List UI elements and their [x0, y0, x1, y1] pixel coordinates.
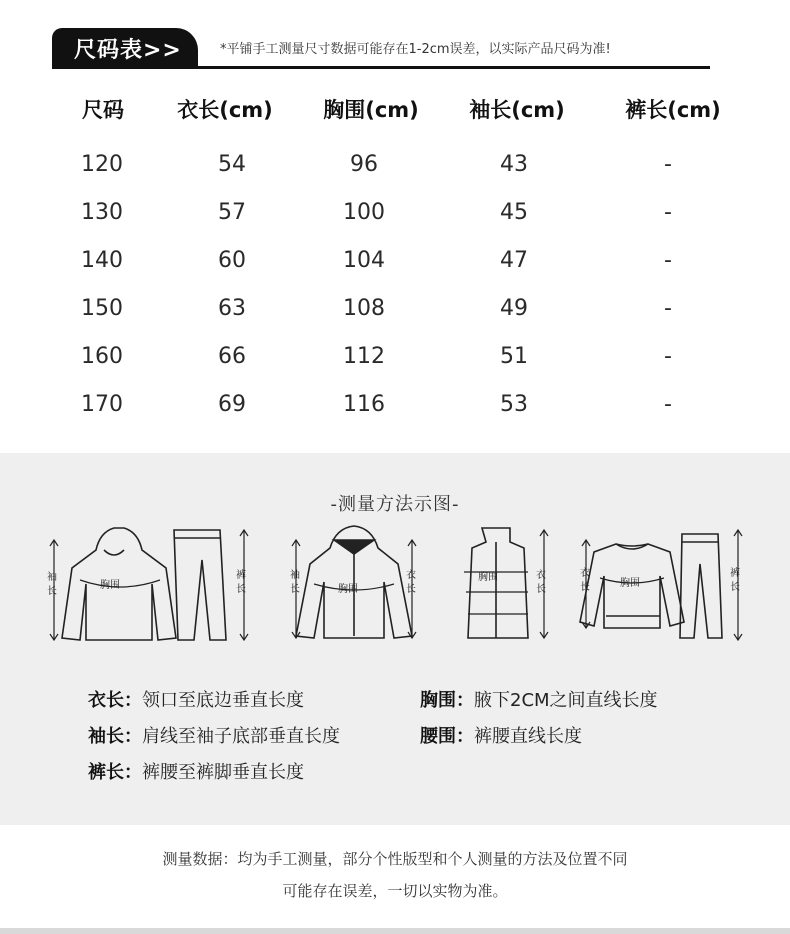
definition-term: 裤长：: [88, 762, 142, 783]
definition-term: 腰围：: [420, 726, 474, 747]
cell-size: 150: [81, 296, 123, 321]
cell-pants: -: [664, 248, 672, 273]
definition-waist: [420, 722, 582, 748]
col-header-size: 尺码: [82, 98, 124, 122]
definition-term: 胸围：: [420, 690, 474, 711]
definition-desc: 裤腰至裤脚垂直长度: [142, 762, 304, 783]
fig-label-chest: 胸围: [620, 578, 640, 589]
definition-chest: [420, 686, 658, 712]
fig-label-chest: 胸围: [338, 584, 358, 595]
header-underline: [52, 66, 710, 69]
definition-desc: 腋下2CM之间直线长度: [474, 690, 658, 711]
definition-term: 袖长：: [88, 726, 142, 747]
cell-length: 60: [218, 248, 246, 273]
definition-pants: [88, 758, 304, 784]
fig-label-chest: 胸围: [478, 572, 498, 583]
fig-label-pants: 裤长: [730, 568, 740, 593]
col-header-chest: 胸围(cm): [323, 98, 419, 122]
fig-label-sleeve: 袖长: [290, 570, 300, 595]
cell-chest: 96: [350, 152, 378, 177]
cell-size: 170: [81, 392, 123, 417]
sweater-pants-figure: [572, 520, 786, 650]
cell-length: 63: [218, 296, 246, 321]
cell-size: 120: [81, 152, 123, 177]
fig-label-pants: 裤长: [236, 570, 246, 595]
definition-term: 衣长：: [88, 690, 142, 711]
definition-sleeve: [88, 722, 340, 748]
cell-chest: 112: [343, 344, 385, 369]
definition-desc: 裤腰直线长度: [474, 726, 582, 747]
footer-line-2: 可能存在误差，一切以实物为准。: [282, 882, 508, 900]
cell-sleeve: 53: [500, 392, 528, 417]
cell-pants: -: [664, 296, 672, 321]
cell-sleeve: 43: [500, 152, 528, 177]
cell-length: 66: [218, 344, 246, 369]
fig-label-length: 衣长: [580, 568, 590, 593]
bottom-border: [0, 928, 790, 934]
vest-figure: [440, 520, 560, 650]
fig-label-length: 衣长: [536, 570, 546, 595]
fig-label-length: 衣长: [406, 570, 416, 595]
fig-label-chest: 胸围: [100, 580, 120, 591]
hoodie-pants-figure: [44, 520, 264, 650]
definition-desc: 肩线至袖子底部垂直长度: [142, 726, 340, 747]
cell-pants: -: [664, 152, 672, 177]
cell-sleeve: 47: [500, 248, 528, 273]
cell-length: 57: [218, 200, 246, 225]
cell-chest: 104: [343, 248, 385, 273]
footer-line-1: 测量数据：均为手工测量，部分个性版型和个人测量的方法及位置不同: [162, 850, 628, 868]
col-header-length: 衣长(cm): [177, 98, 273, 122]
definition-length: [88, 686, 304, 712]
col-header-sleeve: 袖长(cm): [469, 98, 565, 122]
size-chart-tab: 尺码表>>: [52, 28, 198, 68]
cell-length: 69: [218, 392, 246, 417]
measurement-figures: [0, 520, 790, 650]
cell-pants: -: [664, 392, 672, 417]
cell-pants: -: [664, 344, 672, 369]
cell-size: 160: [81, 344, 123, 369]
definition-desc: 领口至底边垂直长度: [142, 690, 304, 711]
cell-chest: 116: [343, 392, 385, 417]
measurement-note: *平铺手工测量尺寸数据可能存在1-2cm误差，以实际产品尺码为准!: [220, 42, 611, 57]
method-title: -测量方法示图-: [330, 494, 460, 515]
cell-chest: 100: [343, 200, 385, 225]
cell-length: 54: [218, 152, 246, 177]
cell-sleeve: 51: [500, 344, 528, 369]
cell-sleeve: 49: [500, 296, 528, 321]
cell-sleeve: 45: [500, 200, 528, 225]
jacket-figure: [284, 520, 424, 650]
cell-size: 140: [81, 248, 123, 273]
cell-size: 130: [81, 200, 123, 225]
fig-label-sleeve: 袖长: [47, 572, 57, 597]
col-header-pants: 裤长(cm): [625, 98, 721, 122]
cell-pants: -: [664, 200, 672, 225]
cell-chest: 108: [343, 296, 385, 321]
